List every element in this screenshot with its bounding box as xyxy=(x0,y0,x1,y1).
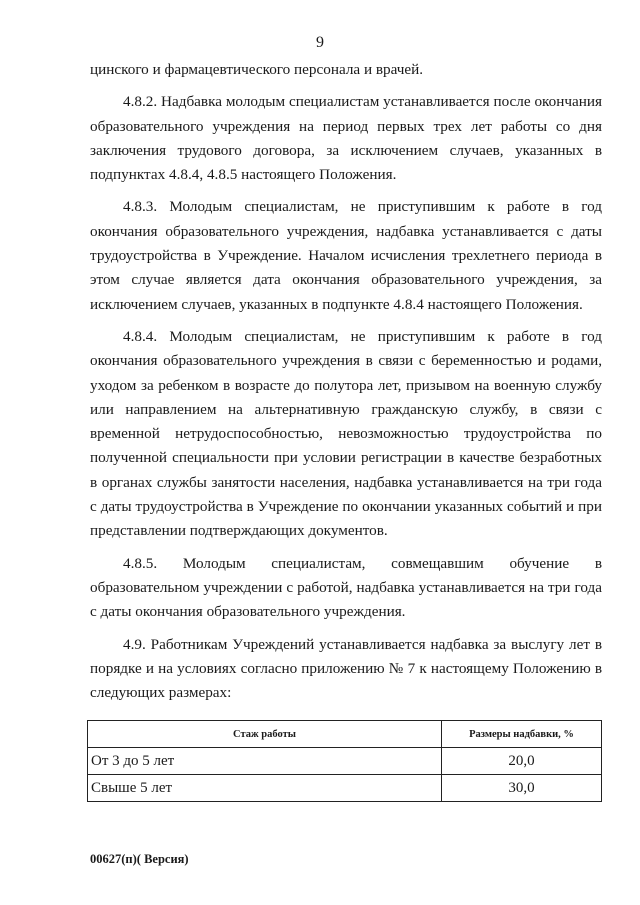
paragraph-4-8-2: 4.8.2. Надбавка молодым специалистам устанавливается после окончания образовательного учреждения на период первых трех лет работы со дня заключения трудового договора, за исключением случаев, указанных в подпунктах 4.8.4, 4.8.5 настоящего Положения. xyxy=(90,93,602,184)
table-cell-allowance: 30,0 xyxy=(442,775,602,802)
table-row xyxy=(88,775,602,802)
table-cell-experience: От 3 до 5 лет xyxy=(88,748,442,775)
table-cell-allowance: 20,0 xyxy=(442,748,602,775)
document-footer-code: 00627(п)( Версия) xyxy=(90,852,189,866)
table-row xyxy=(88,748,602,775)
table-cell-experience: Свыше 5 лет xyxy=(88,775,442,802)
paragraph-continuation: цинского и фармацевтического персонала и врачей. xyxy=(90,61,424,78)
paragraph-4-8-3: 4.8.3. Молодым специалистам, не приступившим к работе в год окончания образовательного учреждения, надбавка устанавливается с даты трудоустройства в Учреждение. Началом исчисления трехлетнего периода в этом случае является дата окончания образовательного учреждения, за исключением случаев, указанных в подпункте 4.8.4 настоящего Положения. xyxy=(90,198,602,313)
paragraph-4-8-5: 4.8.5. Молодым специалистам, совмещавшим обучение в образовательном учреждении с работой, надбавка устанавливается на три года с даты окончания образовательного учреждения. xyxy=(90,554,602,621)
page-number: 9 xyxy=(316,34,324,51)
paragraph-4-8-4: 4.8.4. Молодым специалистам, не приступившим к работе в год окончания образовательного учреждения в связи с беременностью и родами, уходом за ребенком в возрасте до полутора лет, призывом на военную службу или направлением на альтернативную гражданскую службу, в связи с временной нетрудоспособностью, невозможностью трудоустройства по полученной специальности при условии регистрации в качестве безработных в органах службы занятости населения, надбавка устанавливается на три года с даты трудоустройства в Учреждение по окончании указанных событий и при представлении подтверждающих документов. xyxy=(90,327,602,540)
seniority-allowance-table xyxy=(87,720,602,802)
document-body xyxy=(90,58,602,713)
table-header-row xyxy=(88,721,602,748)
header-work-experience: Стаж работы xyxy=(88,721,442,748)
header-allowance-size: Размеры надбавки, % xyxy=(442,721,602,748)
paragraph-4-9: 4.9. Работникам Учреждений устанавливается надбавка за выслугу лет в порядке и на условиях согласно приложению № 7 к настоящему Положению в следующих размерах: xyxy=(90,635,602,702)
